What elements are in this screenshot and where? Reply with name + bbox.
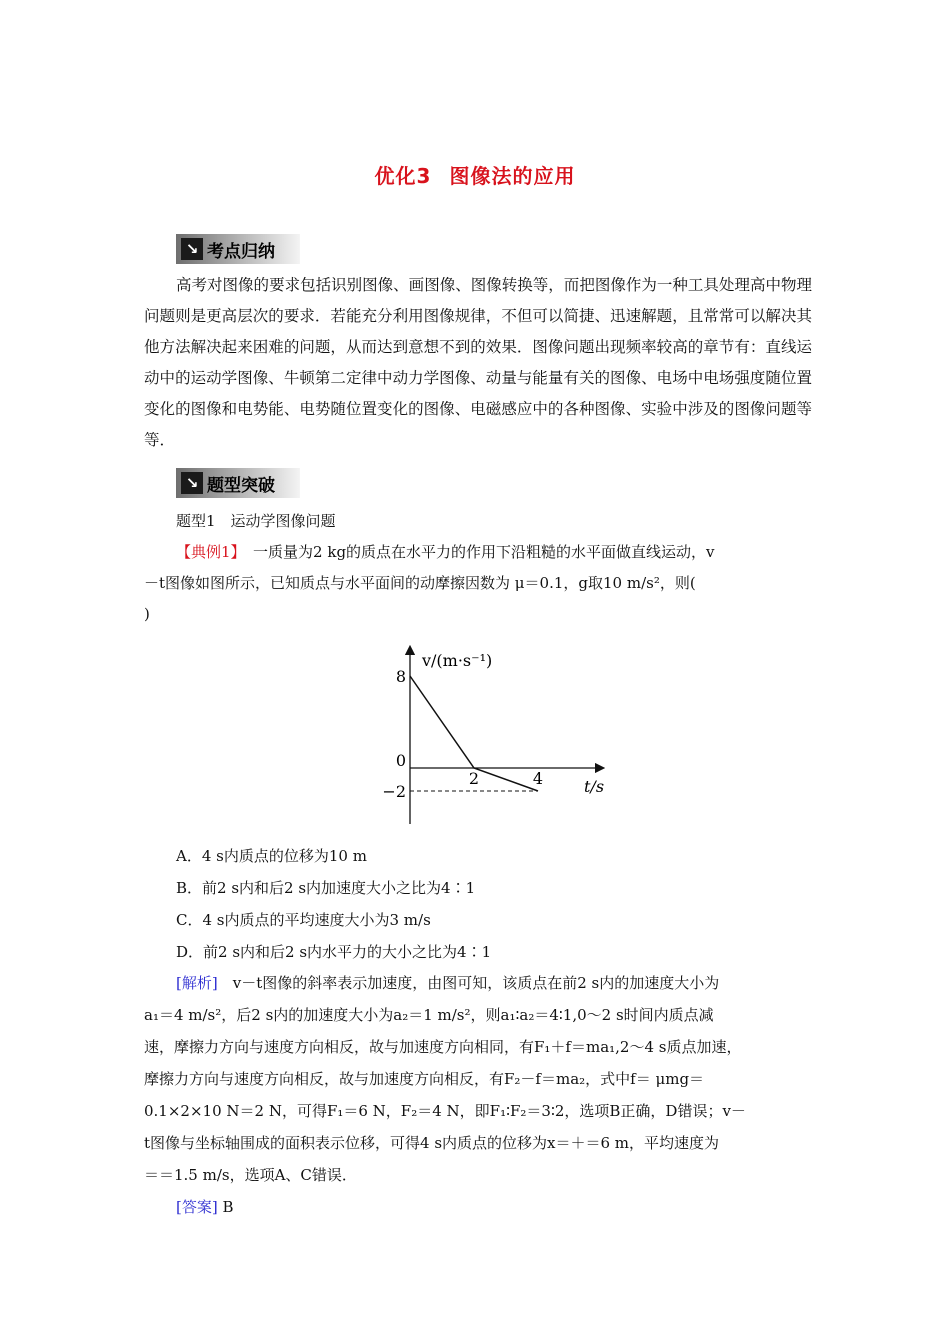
analysis-line-2: a₁＝4 m/s²，后2 s内的加速度大小为a₂＝1 m/s²，则a₁∶a₂＝4∶1,0～2 s时间内质点减: [144, 1006, 714, 1024]
vt-chart: [340, 638, 640, 838]
y-tick-label: 8: [395, 667, 406, 686]
title-prefix: 优化3: [374, 164, 432, 188]
example-tag: 【典例1】: [176, 543, 239, 561]
y-tick-label: 0: [395, 751, 406, 770]
x-tick-label: 2: [468, 769, 480, 788]
option-d: D．前2 s内和后2 s内水平力的大小之比为4∶1: [176, 943, 492, 961]
analysis-line-3: 速，摩擦力方向与速度方向相反，故与加速度方向相同，有F₁＋f＝ma₁,2～4 s质点加速，: [144, 1038, 742, 1056]
y-tick-label: −2: [382, 782, 406, 801]
x-axis-label: t/s: [584, 777, 605, 796]
answer-line: [176, 1192, 234, 1223]
section-label-summary: 考点归纳: [207, 241, 275, 262]
analysis-line-5: 0.1×2×10 N＝2 N，可得F₁＝6 N，F₂＝4 N，即F₁∶F₂＝3∶2，选项B正确，D错误；v－: [144, 1102, 746, 1120]
x-tick-label: 4: [532, 769, 544, 788]
option-b: B．前2 s内和后2 s内加速度大小之比为4∶1: [176, 879, 476, 897]
analysis-line-7: ＝＝1.5 m/s，选项A、C错误．: [144, 1166, 357, 1184]
analysis-line-6: t图像与坐标轴围成的面积表示位移，可得4 s内质点的位移为x＝＋＝6 m，平均速度为: [144, 1134, 720, 1152]
analysis-line-1: [解析] v－t图像的斜率表示加速度，由图可知，该质点在前2 s内的加速度大小为: [176, 974, 720, 992]
y-axis-label: v/(m·s⁻¹): [422, 651, 493, 670]
chevron-right-icon: ↘: [181, 472, 203, 494]
option-c: C．4 s内质点的平均速度大小为3 m/s: [176, 911, 431, 929]
chevron-right-icon: ↘: [181, 238, 203, 260]
answer-tag: [答案]: [176, 1198, 218, 1216]
answer-value: B: [222, 1198, 234, 1216]
analysis-tag: [解析]: [176, 974, 218, 992]
summary-paragraph: 高考对图像的要求包括识别图像、画图像、图像转换等，而把图像作为一种工具处理高中物理问题则是更高层次的要求．若能充分利用图像规律，不但可以简捷、迅速解题，且常常可以解决其他方法解决起来困难的问题，从而达到意想不到的效果．图像问题出现频率较高的章节有：直线运动中的运动学图像、牛顿第二定律中动力学图像、动量与能量有关的图像、电场中电场强度随位置变化的图像和电势能、电势随位置变化的图像、电磁感应中的各种图像、实验中涉及的图像问题等等．: [144, 276, 812, 449]
page-title: [0, 160, 950, 189]
title-main: 图像法的应用: [449, 164, 576, 188]
section-banner-problems: [176, 468, 300, 498]
example-line-3: ): [144, 605, 150, 623]
option-a: A．4 s内质点的位移为10 m: [176, 847, 367, 865]
section-label-problems: 题型突破: [207, 475, 275, 496]
example-line-1: 【典例1】 一质量为2 kg的质点在水平力的作用下沿粗糙的水平面做直线运动，v: [176, 543, 715, 561]
analysis-line-4: 摩擦力方向与速度方向相反，故与加速度方向相反，有F₂－f＝ma₂，式中f＝ μmg＝: [144, 1070, 705, 1088]
section-banner-summary: [176, 234, 300, 264]
example-line-2: －t图像如图所示，已知质点与水平面间的动摩擦因数为 μ＝0.1，g取10 m/s²，则(: [144, 574, 696, 592]
topic-heading: 题型1 运动学图像问题: [176, 512, 336, 530]
